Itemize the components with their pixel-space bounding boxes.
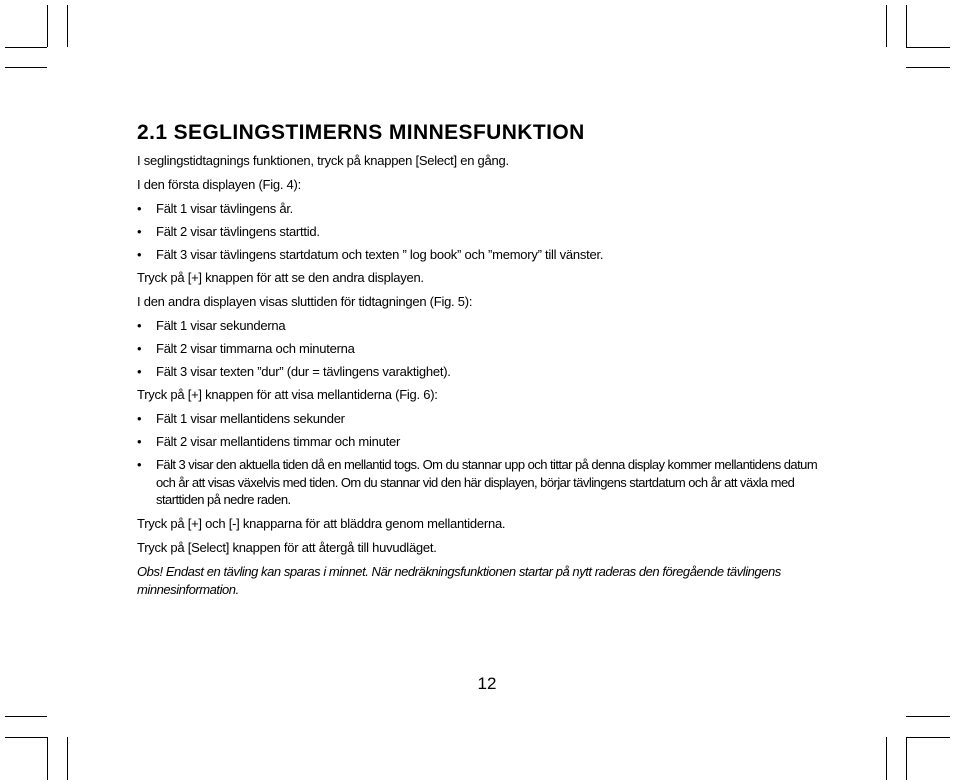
paragraph: I den andra displayen visas sluttiden för tidtagningen (Fig. 5): — [137, 294, 473, 309]
crop-mark — [886, 5, 887, 47]
list-item — [137, 340, 837, 357]
paragraph: Tryck på [Select] knappen för att återgå till huvudläget. — [137, 539, 437, 555]
list-item-text: Fält 1 visar tävlingens år. — [156, 201, 294, 216]
list-item-text: Fält 2 visar mellantidens timmar och minuter — [156, 434, 401, 449]
crop-mark — [5, 67, 47, 68]
bullet-icon: • — [137, 364, 142, 379]
crop-mark — [47, 5, 48, 47]
bullet-icon: • — [137, 341, 142, 356]
list-item — [137, 433, 837, 450]
paragraph: I den första displayen (Fig. 4): — [137, 177, 301, 192]
paragraph: Tryck på [+] knappen för att visa mellantiderna (Fig. 6): — [137, 387, 438, 402]
crop-mark — [906, 716, 950, 717]
list-item — [137, 410, 837, 427]
crop-mark — [5, 716, 47, 717]
page-number: 12 — [477, 674, 497, 693]
paragraph: Tryck på [+] knappen för att se den andra displayen. — [137, 270, 424, 285]
crop-mark — [5, 737, 47, 738]
page-content — [137, 121, 837, 599]
crop-mark — [5, 47, 47, 48]
list-item — [137, 456, 837, 509]
list-item-text: Fält 2 visar tävlingens starttid. — [156, 224, 320, 239]
crop-mark — [67, 737, 68, 780]
bullet-icon: • — [137, 224, 142, 239]
list-item-text: Fält 3 visar den aktuella tiden då en mellantid togs. Om du stannar upp och tittar på denna display kommer mellantidens datum och år att visas växelvis med tiden. Om du stannar vid den här displayen, börjar tävlingens startdatum och år att växla med starttiden på nedre raden. — [156, 457, 818, 507]
list-item-text: Fält 1 visar sekunderna — [156, 318, 286, 333]
list-item — [137, 246, 837, 263]
bullet-icon: • — [137, 434, 142, 449]
crop-mark — [886, 737, 887, 780]
crop-mark — [47, 737, 48, 780]
section-heading: 2.1 SEGLINGSTIMERNS MINNESFUNKTION — [137, 121, 585, 144]
crop-mark — [906, 67, 950, 68]
list-item — [137, 363, 837, 380]
paragraph: I seglingstidtagnings funktionen, tryck på knappen [Select] en gång. — [137, 153, 509, 168]
list-item — [137, 200, 837, 217]
note-paragraph: Obs! Endast en tävling kan sparas i minnet. När nedräkningsfunktionen startar på nytt raderas den föregående tävlingens minnesinformation. — [137, 563, 781, 597]
list-item-text: Fält 2 visar timmarna och minuterna — [156, 341, 355, 356]
crop-mark — [67, 5, 68, 47]
crop-mark — [906, 5, 907, 47]
bullet-icon: • — [137, 411, 142, 426]
bullet-icon: • — [137, 201, 142, 216]
list-item-text: Fält 3 visar texten ”dur” (dur = tävlingens varaktighet). — [156, 364, 451, 379]
crop-mark — [906, 737, 907, 780]
crop-mark — [906, 737, 950, 738]
bullet-icon: • — [137, 318, 142, 333]
bullet-icon: • — [137, 457, 142, 472]
list-item-text: Fält 1 visar mellantidens sekunder — [156, 411, 345, 426]
paragraph: Tryck på [+] och [-] knapparna för att bläddra genom mellantiderna. — [137, 515, 506, 531]
crop-mark — [906, 47, 950, 48]
list-item — [137, 317, 837, 334]
bullet-icon: • — [137, 247, 142, 262]
list-item — [137, 223, 837, 240]
list-item-text: Fält 3 visar tävlingens startdatum och texten ” log book” och ”memory” till vänster. — [156, 247, 604, 262]
